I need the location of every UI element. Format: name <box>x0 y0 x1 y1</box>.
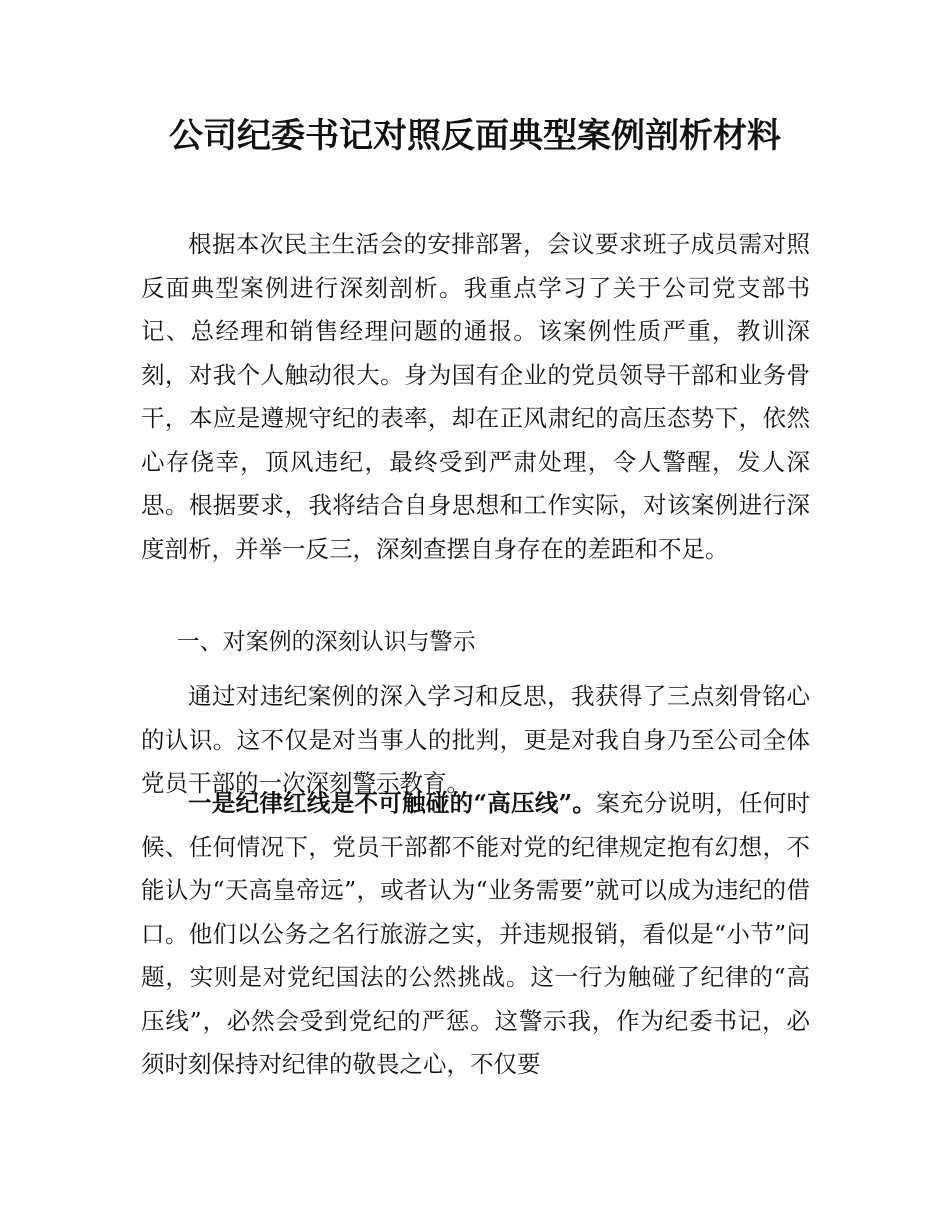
paragraph-point-1-lead: 一是纪律红线是不可触碰的“高压线”。 <box>188 789 597 817</box>
paragraph-point-1 <box>141 782 810 1087</box>
paragraph-intro: 根据本次民主生活会的安排部署，会议要求班子成员需对照反面典型案例进行深刻剖析。我重点学习了关于公司党支部书记、总经理和销售经理问题的通报。该案例性质严重，教训深刻，对我个人触动很大。身为国有企业的党员领导干部和业务骨干，本应是遵规守纪的表率，却在正风肃纪的高压态势下，依然心存侥幸，顶风违纪，最终受到严肃处理，令人警醒，发人深思。根据要求，我将结合自身思想和工作实际，对该案例进行深度剖析，并举一反三，深刻查摆自身存在的差距和不足。 <box>141 230 810 563</box>
document-title: 公司纪委书记对照反面典型案例剖析材料 <box>169 116 781 156</box>
section-heading-1: 一、对案例的深刻认识与警示 <box>176 629 476 655</box>
paragraph-section-1: 通过对违纪案例的深入学习和反思，我获得了三点刻骨铭心的认识。这不仅是对当事人的批判，更是对我自身乃至公司全体党员干部的一次深刻警示教育。 <box>141 682 810 797</box>
paragraph-point-1-body: 案充分说明，任何时候、任何情况下，党员干部都不能对党的纪律规定抱有幻想，不能认为“天高皇帝远”，或者认为“业务需要”就可以成为违纪的借口。他们以公务之名行旅游之实，并违规报销，看似是“小节”问题，实则是对党纪国法的公然挑战。这一行为触碰了纪律的“高压线”，必然会受到党纪的严惩。这警示我，作为纪委书记，必须时刻保持对纪律的敬畏之心，不仅要 <box>141 789 810 1078</box>
